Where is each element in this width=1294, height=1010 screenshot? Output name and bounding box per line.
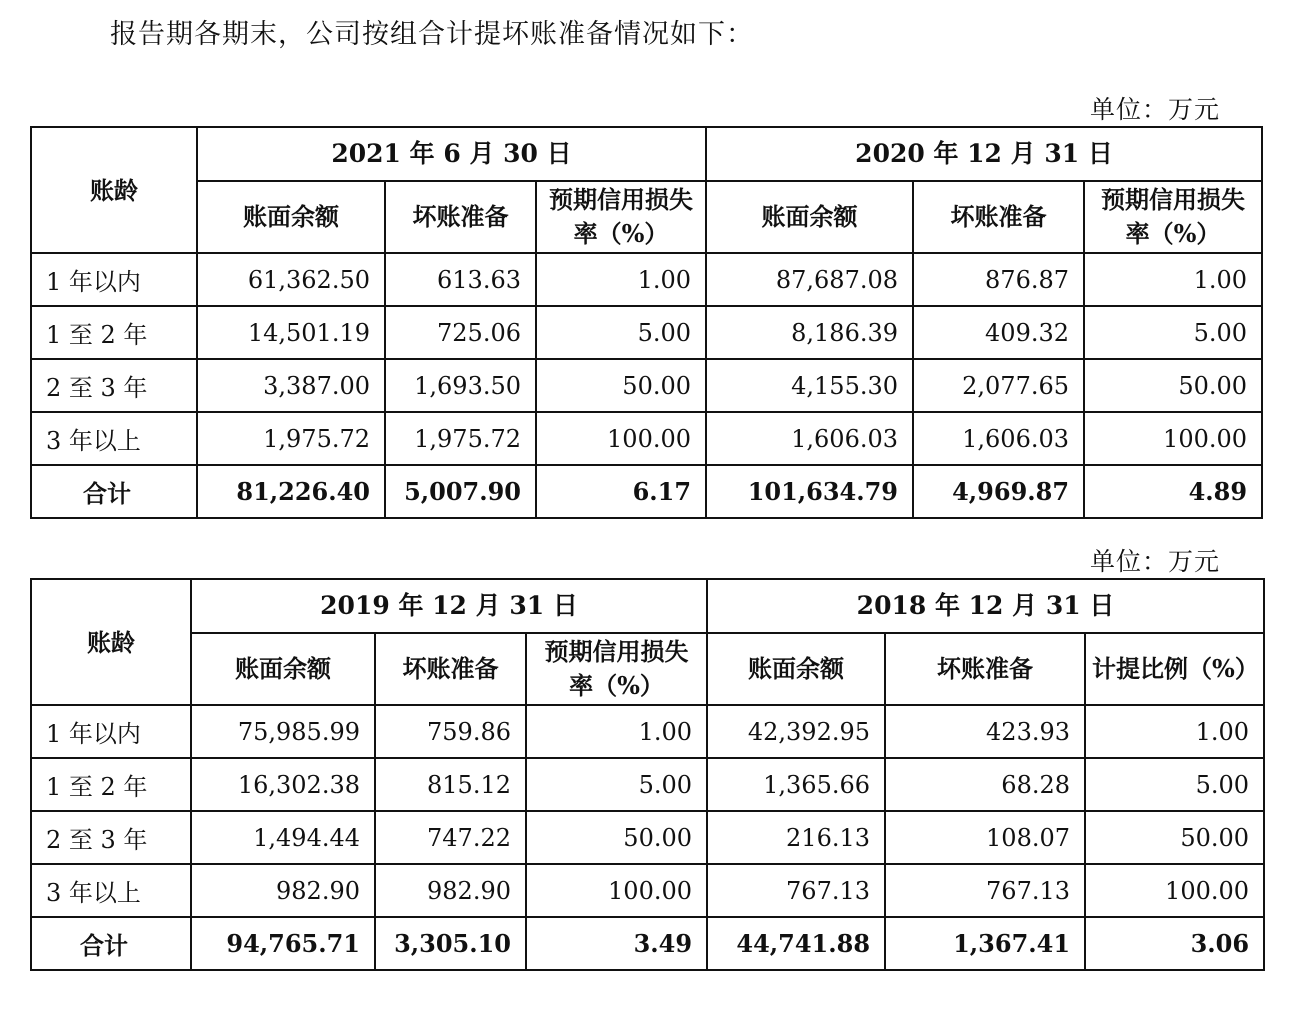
cell: 216.13 bbox=[707, 811, 885, 864]
column-header: 账面余额 bbox=[706, 181, 913, 253]
cell: 759.86 bbox=[375, 705, 526, 758]
row-label: 1 年以内 bbox=[31, 705, 191, 758]
total-row bbox=[31, 917, 1264, 970]
cell: 5.00 bbox=[536, 306, 706, 359]
bad-debt-table-2019-2018 bbox=[30, 578, 1265, 971]
period-header: 2018 年 12 月 31 日 bbox=[707, 579, 1264, 633]
cell: 1,367.41 bbox=[885, 917, 1085, 970]
cell: 3,387.00 bbox=[197, 359, 385, 412]
cell: 747.22 bbox=[375, 811, 526, 864]
aging-header: 账龄 bbox=[31, 127, 197, 253]
cell: 876.87 bbox=[913, 253, 1084, 306]
period-header: 2021 年 6 月 30 日 bbox=[197, 127, 706, 181]
bad-debt-table-2021-2020 bbox=[30, 126, 1263, 519]
column-header: 坏账准备 bbox=[385, 181, 536, 253]
cell: 1,693.50 bbox=[385, 359, 536, 412]
unit-label: 单位：万元 bbox=[1089, 547, 1220, 576]
cell: 409.32 bbox=[913, 306, 1084, 359]
cell: 1,975.72 bbox=[385, 412, 536, 465]
cell: 3,305.10 bbox=[375, 917, 526, 970]
cell: 1,606.03 bbox=[706, 412, 913, 465]
cell: 50.00 bbox=[526, 811, 707, 864]
cell: 5,007.90 bbox=[385, 465, 536, 518]
cell: 50.00 bbox=[536, 359, 706, 412]
column-header: 坏账准备 bbox=[913, 181, 1084, 253]
row-label: 1 年以内 bbox=[31, 253, 197, 306]
table-row bbox=[31, 306, 1262, 359]
cell: 4.89 bbox=[1084, 465, 1262, 518]
cell: 767.13 bbox=[885, 864, 1085, 917]
table-row bbox=[31, 811, 1264, 864]
cell: 1.00 bbox=[1085, 705, 1264, 758]
cell: 725.06 bbox=[385, 306, 536, 359]
cell: 5.00 bbox=[1085, 758, 1264, 811]
cell: 100.00 bbox=[526, 864, 707, 917]
cell: 3.06 bbox=[1085, 917, 1264, 970]
cell: 87,687.08 bbox=[706, 253, 913, 306]
column-header: 计提比例（%） bbox=[1085, 633, 1264, 705]
column-header: 坏账准备 bbox=[375, 633, 526, 705]
cell: 61,362.50 bbox=[197, 253, 385, 306]
table-row bbox=[31, 253, 1262, 306]
cell: 100.00 bbox=[1085, 864, 1264, 917]
cell: 1.00 bbox=[526, 705, 707, 758]
cell: 108.07 bbox=[885, 811, 1085, 864]
cell: 982.90 bbox=[375, 864, 526, 917]
row-label: 1 至 2 年 bbox=[31, 306, 197, 359]
row-label: 3 年以上 bbox=[31, 412, 197, 465]
cell: 5.00 bbox=[1084, 306, 1262, 359]
cell: 767.13 bbox=[707, 864, 885, 917]
cell: 44,741.88 bbox=[707, 917, 885, 970]
row-label: 合计 bbox=[31, 917, 191, 970]
table-row bbox=[31, 412, 1262, 465]
cell: 1,975.72 bbox=[197, 412, 385, 465]
cell: 982.90 bbox=[191, 864, 375, 917]
cell: 42,392.95 bbox=[707, 705, 885, 758]
cell: 4,969.87 bbox=[913, 465, 1084, 518]
cell: 1,494.44 bbox=[191, 811, 375, 864]
table-row bbox=[31, 864, 1264, 917]
cell: 8,186.39 bbox=[706, 306, 913, 359]
cell: 68.28 bbox=[885, 758, 1085, 811]
aging-header: 账龄 bbox=[31, 579, 191, 705]
cell: 101,634.79 bbox=[706, 465, 913, 518]
row-label: 合计 bbox=[31, 465, 197, 518]
cell: 2,077.65 bbox=[913, 359, 1084, 412]
column-header: 预期信用损失率（%） bbox=[526, 633, 707, 705]
cell: 423.93 bbox=[885, 705, 1085, 758]
cell: 94,765.71 bbox=[191, 917, 375, 970]
row-label: 2 至 3 年 bbox=[31, 811, 191, 864]
cell: 4,155.30 bbox=[706, 359, 913, 412]
period-header: 2019 年 12 月 31 日 bbox=[191, 579, 707, 633]
cell: 100.00 bbox=[536, 412, 706, 465]
table-row bbox=[31, 359, 1262, 412]
column-header: 账面余额 bbox=[707, 633, 885, 705]
cell: 6.17 bbox=[536, 465, 706, 518]
intro-text: 报告期各期末，公司按组合计提坏账准备情况如下： bbox=[110, 19, 754, 50]
cell: 3.49 bbox=[526, 917, 707, 970]
cell: 613.63 bbox=[385, 253, 536, 306]
row-label: 3 年以上 bbox=[31, 864, 191, 917]
column-header: 预期信用损失率（%） bbox=[1084, 181, 1262, 253]
cell: 1,365.66 bbox=[707, 758, 885, 811]
cell: 5.00 bbox=[526, 758, 707, 811]
column-header: 预期信用损失率（%） bbox=[536, 181, 706, 253]
row-label: 2 至 3 年 bbox=[31, 359, 197, 412]
cell: 50.00 bbox=[1084, 359, 1262, 412]
period-header: 2020 年 12 月 31 日 bbox=[706, 127, 1262, 181]
row-label: 1 至 2 年 bbox=[31, 758, 191, 811]
column-header: 坏账准备 bbox=[885, 633, 1085, 705]
cell: 1.00 bbox=[1084, 253, 1262, 306]
cell: 81,226.40 bbox=[197, 465, 385, 518]
cell: 815.12 bbox=[375, 758, 526, 811]
total-row bbox=[31, 465, 1262, 518]
cell: 100.00 bbox=[1084, 412, 1262, 465]
cell: 1.00 bbox=[536, 253, 706, 306]
column-header: 账面余额 bbox=[197, 181, 385, 253]
table-row bbox=[31, 705, 1264, 758]
unit-label: 单位：万元 bbox=[1089, 95, 1220, 124]
cell: 1,606.03 bbox=[913, 412, 1084, 465]
table-row bbox=[31, 758, 1264, 811]
cell: 16,302.38 bbox=[191, 758, 375, 811]
cell: 14,501.19 bbox=[197, 306, 385, 359]
cell: 50.00 bbox=[1085, 811, 1264, 864]
cell: 75,985.99 bbox=[191, 705, 375, 758]
column-header: 账面余额 bbox=[191, 633, 375, 705]
